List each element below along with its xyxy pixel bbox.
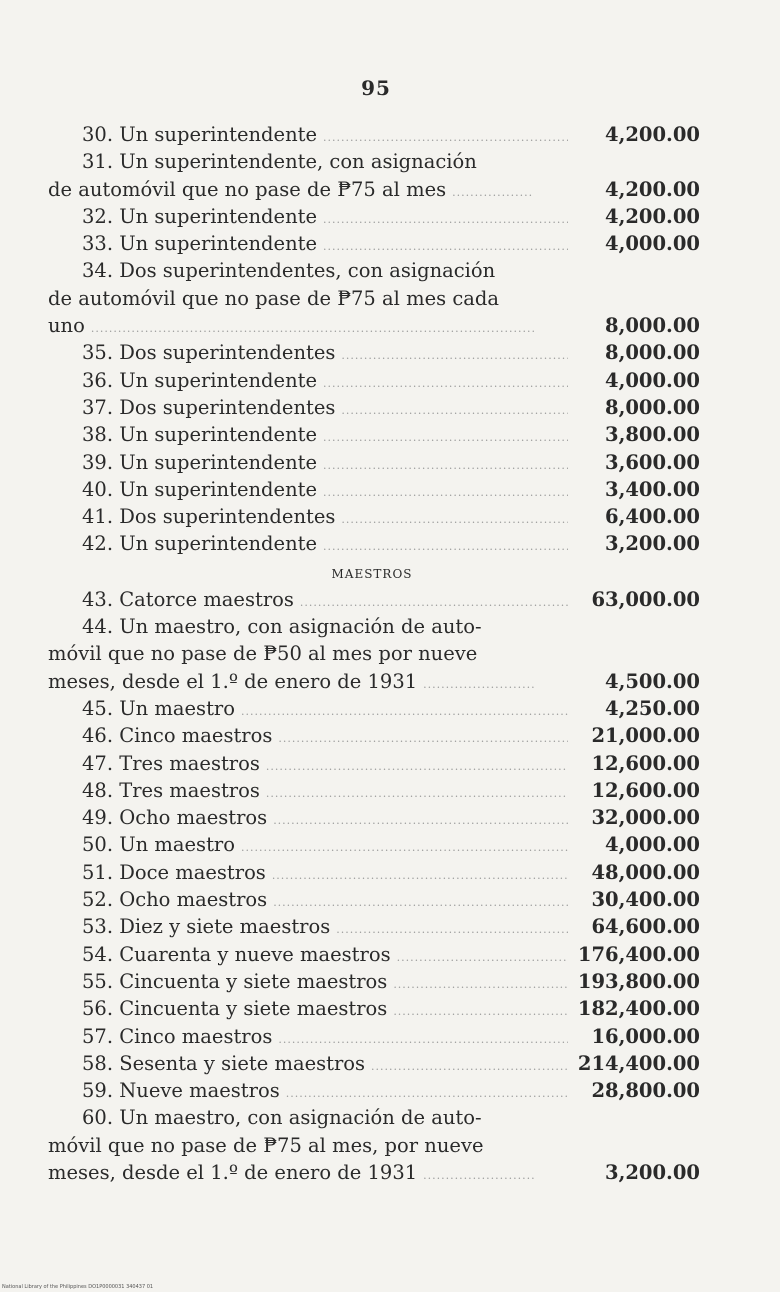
dot-leader: [273, 807, 568, 834]
page-number: 95: [361, 76, 391, 100]
item-amount: 4,000.00: [605, 833, 700, 857]
superintendentes-group: [48, 121, 700, 558]
item-amount: 3,400.00: [605, 477, 700, 501]
dot-leader: [278, 725, 568, 752]
item-amount: 3,200.00: [605, 532, 700, 556]
budget-item: [48, 750, 700, 777]
item-line: [48, 312, 700, 339]
budget-item: [48, 586, 700, 613]
dot-leader: [323, 233, 568, 260]
item-description: de automóvil que no pase de ₱75 al mes cada: [48, 286, 499, 310]
item-amount: 3,800.00: [605, 423, 700, 447]
dot-leader: [272, 862, 568, 889]
dot-leader: [393, 971, 568, 998]
budget-item: [48, 804, 700, 831]
budget-item: [48, 1050, 700, 1077]
item-line: [48, 339, 700, 366]
item-line: [48, 695, 700, 722]
footer-attribution: National Library of the Philippines DO1P0000031 340437 01: [2, 1284, 154, 1290]
dot-leader: [371, 1053, 568, 1080]
item-description: 48. Tres maestros: [82, 778, 260, 802]
item-line: [48, 1132, 700, 1159]
item-amount: 4,000.00: [605, 232, 700, 256]
item-line: [48, 530, 700, 557]
item-line: [48, 257, 700, 284]
budget-item: [48, 148, 700, 203]
budget-item: [48, 695, 700, 722]
dot-leader: [423, 671, 534, 698]
dot-leader: [423, 1162, 534, 1189]
dot-leader: [341, 397, 568, 424]
item-amount: 12,600.00: [591, 751, 700, 775]
item-line: [48, 285, 700, 312]
budget-item: [48, 121, 700, 148]
item-description: meses, desde el 1.º de enero de 1931: [48, 1160, 418, 1184]
dot-leader: [393, 998, 568, 1025]
budget-item: [48, 203, 700, 230]
budget-item: [48, 859, 700, 886]
item-amount: 64,600.00: [591, 915, 700, 939]
budget-item: [48, 394, 700, 421]
item-line: [48, 640, 700, 667]
budget-item: [48, 831, 700, 858]
item-line: [48, 831, 700, 858]
item-line: [48, 1023, 700, 1050]
item-description: 38. Un superintendente: [82, 423, 317, 447]
item-description: 59. Nueve maestros: [82, 1079, 280, 1103]
item-amount: 32,000.00: [591, 806, 700, 830]
item-description: 60. Un maestro, con asignación de auto-: [82, 1106, 482, 1130]
budget-items: [48, 121, 700, 1186]
dot-leader: [266, 753, 568, 780]
dot-leader: [341, 506, 568, 533]
item-amount: 4,500.00: [605, 669, 700, 693]
budget-item: [48, 1023, 700, 1050]
dot-leader: [323, 124, 568, 151]
item-line: [48, 203, 700, 230]
dot-leader: [266, 780, 568, 807]
item-line: [48, 613, 700, 640]
item-description: 56. Cincuenta y siete maestros: [82, 997, 388, 1021]
item-amount: 28,800.00: [591, 1079, 700, 1103]
item-description: 31. Un superintendente, con asignación: [82, 150, 477, 174]
item-description: 30. Un superintendente: [82, 123, 317, 146]
budget-item: [48, 530, 700, 557]
dot-leader: [323, 206, 568, 233]
item-line: [48, 1077, 700, 1104]
section-heading: MAESTROS: [331, 566, 413, 581]
item-description: 43. Catorce maestros: [82, 587, 294, 611]
budget-item: [48, 1077, 700, 1104]
budget-item: [48, 968, 700, 995]
item-amount: 21,000.00: [591, 724, 700, 748]
item-amount: 182,400.00: [577, 997, 700, 1021]
item-line: [48, 449, 700, 476]
budget-item: [48, 613, 700, 695]
item-amount: 4,200.00: [605, 123, 700, 146]
item-description: 57. Cinco maestros: [82, 1024, 273, 1048]
budget-item: [48, 476, 700, 503]
item-amount: 6,400.00: [605, 505, 700, 529]
budget-item: [48, 777, 700, 804]
dot-leader: [397, 944, 568, 971]
item-line: [48, 859, 700, 886]
item-description: 52. Ocho maestros: [82, 888, 268, 912]
item-amount: 4,200.00: [605, 177, 700, 201]
item-line: [48, 148, 700, 175]
item-description: móvil que no pase de ₱50 al mes por nueve: [48, 642, 478, 666]
item-line: [48, 1050, 700, 1077]
item-line: [48, 586, 700, 613]
item-line: [48, 777, 700, 804]
dot-leader: [323, 424, 568, 451]
item-description: 53. Diez y siete maestros: [82, 915, 331, 939]
budget-item: [48, 230, 700, 257]
item-description: 47. Tres maestros: [82, 751, 260, 775]
item-line: [48, 476, 700, 503]
item-amount: 3,600.00: [605, 450, 700, 474]
item-line: [48, 367, 700, 394]
item-description: uno: [48, 314, 85, 338]
item-amount: 176,400.00: [577, 942, 700, 966]
item-description: 55. Cincuenta y siete maestros: [82, 969, 388, 993]
item-amount: 30,400.00: [591, 888, 700, 912]
item-line: [48, 722, 700, 749]
dot-leader: [286, 1080, 568, 1107]
item-description: 33. Un superintendente: [82, 232, 317, 256]
item-description: 45. Un maestro: [82, 696, 235, 720]
dot-leader: [323, 533, 568, 560]
budget-item: [48, 449, 700, 476]
item-description: 35. Dos superintendentes: [82, 341, 336, 365]
item-description: 44. Un maestro, con asignación de auto-: [82, 615, 482, 639]
budget-item: [48, 941, 700, 968]
item-amount: 16,000.00: [591, 1024, 700, 1048]
budget-item: [48, 257, 700, 339]
item-description: 36. Un superintendente: [82, 368, 317, 392]
dot-leader: [336, 916, 568, 943]
item-amount: 8,000.00: [605, 341, 700, 365]
item-description: móvil que no pase de ₱75 al mes, por nueve: [48, 1133, 484, 1157]
item-line: [48, 394, 700, 421]
dot-leader: [241, 698, 568, 725]
dot-leader: [452, 179, 534, 206]
item-amount: 48,000.00: [591, 860, 700, 884]
item-line: [48, 750, 700, 777]
item-description: de automóvil que no pase de ₱75 al mes: [48, 177, 447, 201]
item-line: [48, 668, 700, 695]
dot-leader: [241, 834, 568, 861]
budget-item: [48, 339, 700, 366]
item-line: [48, 941, 700, 968]
item-line: [48, 968, 700, 995]
item-line: [48, 995, 700, 1022]
item-description: 49. Ocho maestros: [82, 806, 268, 830]
dot-leader: [323, 370, 568, 397]
item-line: [48, 804, 700, 831]
item-line: [48, 176, 700, 203]
budget-item: [48, 503, 700, 530]
item-description: 40. Un superintendente: [82, 477, 317, 501]
item-description: 39. Un superintendente: [82, 450, 317, 474]
item-line: [48, 1159, 700, 1186]
item-amount: 214,400.00: [577, 1051, 700, 1075]
item-description: 46. Cinco maestros: [82, 724, 273, 748]
item-description: 34. Dos superintendentes, con asignación: [82, 259, 496, 283]
item-description: 51. Doce maestros: [82, 860, 266, 884]
budget-item: [48, 421, 700, 448]
dot-leader: [323, 479, 568, 506]
item-line: [48, 503, 700, 530]
item-line: [48, 230, 700, 257]
dot-leader: [323, 452, 568, 479]
budget-item: [48, 995, 700, 1022]
item-amount: 4,000.00: [605, 368, 700, 392]
dot-leader: [341, 342, 568, 369]
budget-item: [48, 367, 700, 394]
budget-item: [48, 913, 700, 940]
item-amount: 8,000.00: [605, 314, 700, 338]
budget-item: [48, 722, 700, 749]
item-amount: 4,250.00: [605, 696, 700, 720]
item-description: 42. Un superintendente: [82, 532, 317, 556]
item-description: meses, desde el 1.º de enero de 1931: [48, 669, 418, 693]
item-line: [48, 886, 700, 913]
item-description: 58. Sesenta y siete maestros: [82, 1051, 366, 1075]
item-line: [48, 121, 700, 148]
item-description: 41. Dos superintendentes: [82, 505, 336, 529]
item-description: 54. Cuarenta y nueve maestros: [82, 942, 391, 966]
item-amount: 193,800.00: [577, 969, 700, 993]
dot-leader: [273, 889, 568, 916]
budget-item: [48, 886, 700, 913]
item-line: [48, 421, 700, 448]
dot-leader: [300, 589, 568, 616]
item-amount: 3,200.00: [605, 1160, 700, 1184]
dot-leader: [91, 315, 534, 342]
item-description: 32. Un superintendente: [82, 204, 317, 228]
item-line: [48, 913, 700, 940]
item-description: 50. Un maestro: [82, 833, 235, 857]
item-amount: 63,000.00: [591, 587, 700, 611]
item-amount: 12,600.00: [591, 778, 700, 802]
item-line: [48, 1104, 700, 1131]
item-amount: 4,200.00: [605, 204, 700, 228]
item-amount: 8,000.00: [605, 395, 700, 419]
budget-item: [48, 1104, 700, 1186]
maestros-group: [48, 586, 700, 1187]
item-description: 37. Dos superintendentes: [82, 395, 336, 419]
dot-leader: [278, 1026, 568, 1053]
